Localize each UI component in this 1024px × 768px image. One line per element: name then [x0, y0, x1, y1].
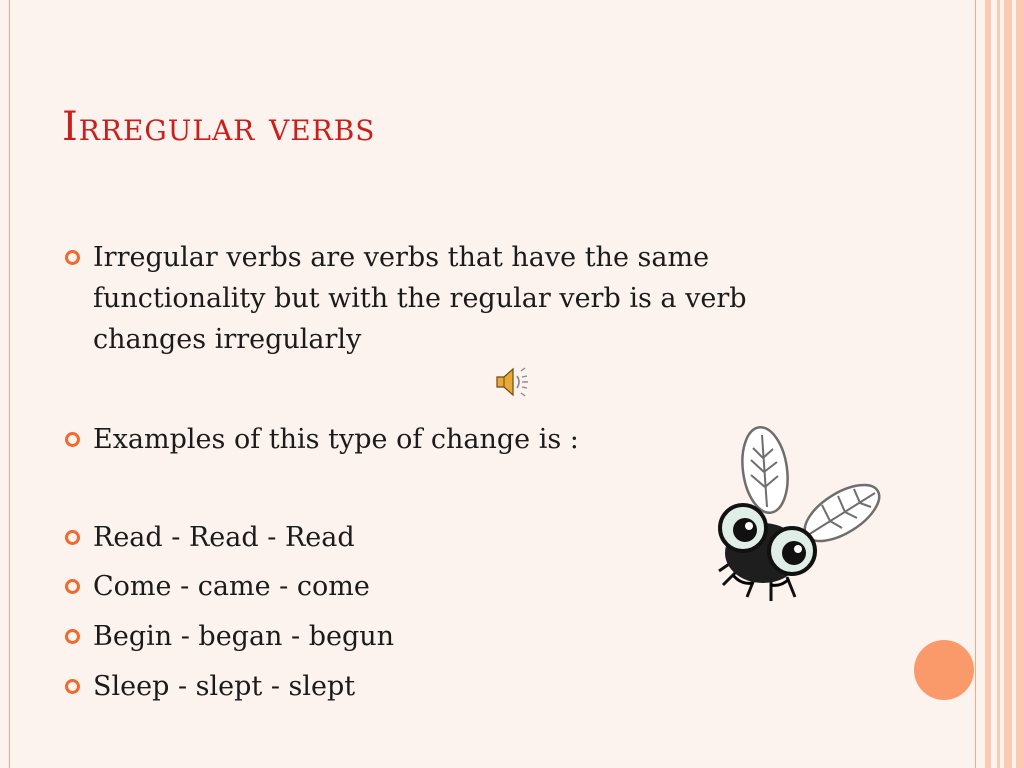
- bullet-item: [65, 517, 355, 558]
- slide-frame-right-stripe: [985, 0, 991, 768]
- slide-title: Irregular verbs: [62, 104, 376, 150]
- fly-clipart: [705, 425, 890, 610]
- bullet-item: [65, 666, 355, 707]
- bullet-item: [65, 237, 825, 360]
- speaker-icon[interactable]: [494, 365, 530, 399]
- slide-frame-right-stripe: [997, 0, 1000, 768]
- fly-right-eye: [769, 528, 815, 574]
- slide-frame-right-line: [975, 0, 976, 768]
- bullet-text: Read - Read - Read: [93, 522, 355, 553]
- slide-frame-right-stripe: [1016, 0, 1024, 768]
- bullet-marker-icon: [65, 679, 80, 694]
- fly-left-wing: [737, 425, 793, 516]
- decorative-orange-circle: [914, 640, 974, 700]
- bullet-item: [65, 616, 394, 657]
- fly-left-eye: [720, 505, 766, 551]
- bullet-marker-icon: [65, 629, 80, 644]
- bullet-marker-icon: [65, 579, 80, 594]
- slide-frame-left: [9, 0, 10, 768]
- bullet-item: [65, 566, 370, 607]
- bullet-item: [65, 419, 579, 460]
- bullet-text: Sleep - slept - slept: [93, 671, 356, 702]
- bullet-text: Irregular verbs are verbs that have the same functionality but with the regular verb is a verb changes irregularly: [93, 242, 747, 355]
- bullet-marker-icon: [65, 432, 80, 447]
- bullet-marker-icon: [65, 250, 80, 265]
- bullet-marker-icon: [65, 530, 80, 545]
- slide-frame-right-stripe: [1004, 0, 1012, 768]
- bullet-text: Examples of this type of change is :: [93, 424, 579, 455]
- bullet-text: Begin - began - begun: [93, 621, 395, 652]
- bullet-text: Come - came - come: [93, 571, 370, 602]
